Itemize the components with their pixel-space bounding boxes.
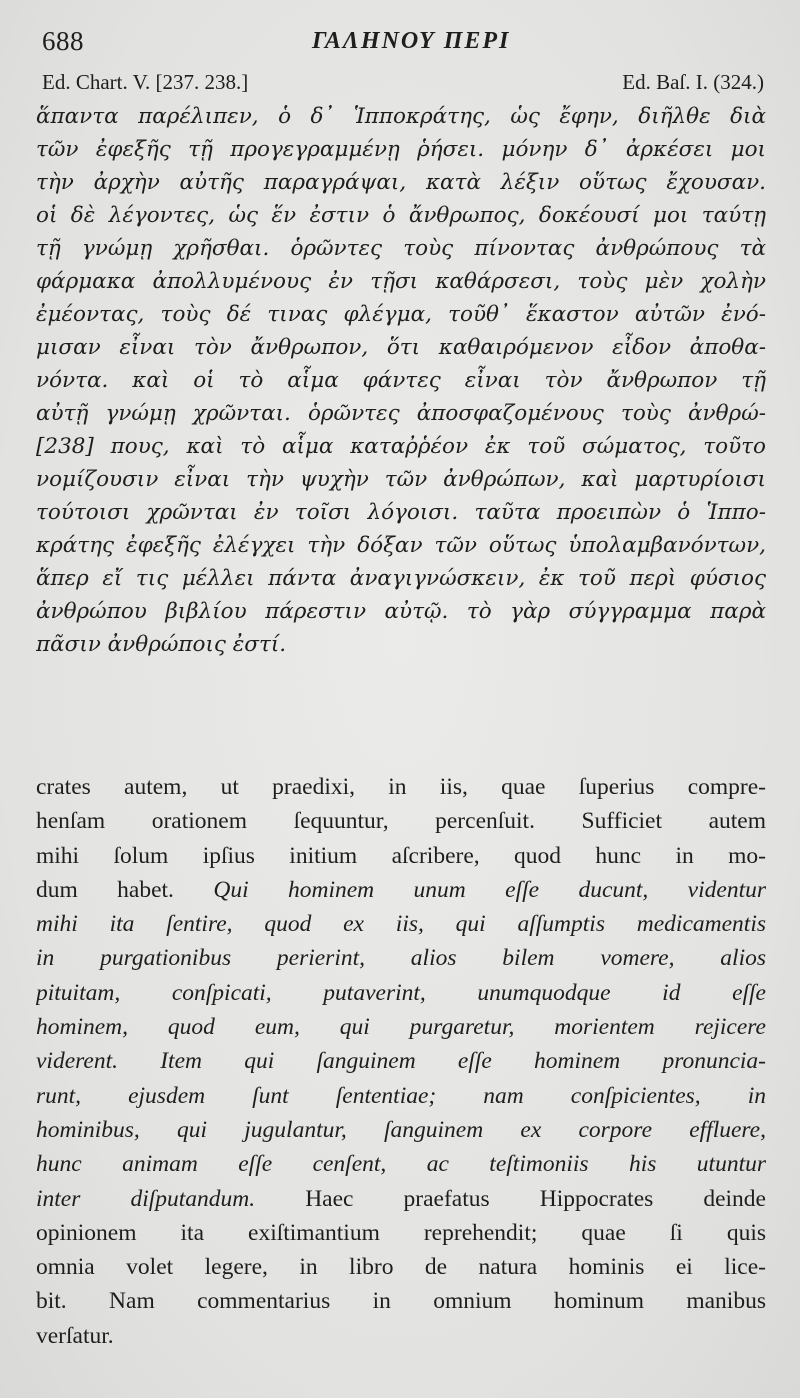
latin-quotation-segment: pituitam, conſpicati, putaverint, unumquodque id eſſe: [36, 979, 766, 1006]
latin-text-line: [36, 770, 766, 804]
latin-quotation-segment: hominem, quod eum, qui purgaretur, morientem rejicere: [36, 1014, 766, 1041]
latin-text-line: [36, 1182, 766, 1216]
greek-text-line: ἅπαντα παρέλιπεν, ὁ δ᾽ Ἱπποκράτης, ὡς ἔφην, διῆλθε διὰ: [36, 104, 766, 129]
greek-text-block: [36, 100, 766, 661]
latin-text-segment: dum habet.: [36, 876, 214, 903]
greek-text-line: [238] πους, καὶ τὸ αἷμα καταῤῥέον ἐκ τοῦ σώματος, τοῦτο: [36, 434, 766, 459]
greek-text-line: κράτης ἐφεξῆς ἐλέγχει τὴν δόξαν τῶν οὕτως ὑπολαμβανόντων,: [36, 533, 766, 558]
latin-text-segment: omnia volet legere, in libro de natura hominis ei lice-: [36, 1254, 766, 1281]
latin-text-line: [36, 1319, 766, 1353]
latin-text-line: [36, 1044, 766, 1078]
latin-quotation-segment: hominibus, qui jugulantur, ſanguinem ex corpore effluere,: [36, 1116, 766, 1143]
greek-text-line: νομίζουσιν εἶναι τὴν ψυχὴν τῶν ἀνθρώπων, καὶ μαρτυρίοισι: [36, 467, 766, 492]
latin-text-block: [36, 770, 766, 1353]
latin-text-segment: crates autem, ut praedixi, in iis, quae ſuperius compre-: [36, 774, 766, 800]
latin-text-segment: Haec praefatus Hippocrates deinde: [255, 1185, 766, 1212]
latin-quotation-segment: hunc animam eſſe cenſent, ac teſtimoniis his utuntur: [36, 1151, 766, 1178]
latin-text-line: [36, 1284, 766, 1318]
page-number: 688: [42, 26, 84, 56]
greek-text-line: τὴν ἀρχὴν αὐτῆς παραγράψαι, κατὰ λέξιν οὕτως ἔχουσαν.: [36, 170, 766, 195]
latin-text-line: [36, 804, 766, 838]
greek-text-line: τῶν ἐφεξῆς τῇ προγεγραμμένῃ ῥήσει. μόνην δ᾽ ἀρκέσει μοι: [36, 137, 766, 162]
latin-text-line: [36, 1079, 766, 1113]
greek-text-line: ἅπερ εἴ τις μέλλει πάντα ἀναγιγνώσκειν, ἐκ τοῦ περὶ φύσιος: [36, 566, 766, 591]
greek-text-line: πᾶσιν ἀνθρώποις ἐστί.: [36, 632, 287, 657]
greek-text-line: τῇ γνώμῃ χρῆσθαι. ὁρῶντες τοὺς πίνοντας ἀνθρώπους τὰ: [36, 236, 766, 261]
latin-text-line: [36, 1010, 766, 1044]
latin-text-segment: henſam orationem ſequuntur, percenſuit. Sufficiet autem: [36, 808, 766, 835]
edition-reference-chartier: Ed. Chart. V. [237. 238.]: [42, 70, 249, 94]
latin-text-segment: opinionem ita exiſtimantium reprehendit; quae ſi quis: [36, 1219, 766, 1246]
latin-quotation-segment: viderent. Item qui ſanguinem eſſe hominem pronuncia-: [36, 1048, 766, 1075]
latin-quotation-segment: runt, ejusdem ſunt ſententiae; nam conſpicientes, in: [36, 1082, 766, 1109]
latin-text-line: [36, 976, 766, 1010]
latin-text-line: [36, 839, 766, 873]
latin-quotation-segment: mihi ita ſentire, quod ex iis, qui aſſumptis medicamentis: [36, 911, 766, 938]
latin-text-line: [36, 907, 766, 941]
latin-text-line: [36, 941, 766, 975]
latin-quotation-segment: Qui hominem unum eſſe ducunt, videntur: [213, 876, 766, 903]
latin-quotation-segment: in purgationibus perierint, alios bilem vomere, alios: [36, 945, 766, 972]
greek-text-line: τούτοισι χρῶνται ἐν τοῖσι λόγοισι. ταῦτα προειπὼν ὁ Ἱππο-: [36, 500, 766, 525]
latin-text-line: [36, 1216, 766, 1250]
greek-text-line: ἐμέοντας, τοὺς δέ τινας φλέγμα, τοῦθ᾽ ἕκαστον αὐτῶν ἐνό-: [36, 302, 766, 327]
latin-text-segment: bit. Nam commentarius in omnium hominum manibus: [36, 1288, 766, 1315]
latin-quotation-segment: inter diſputandum.: [36, 1185, 256, 1212]
latin-text-line: [36, 873, 766, 907]
latin-text-line: [36, 1113, 766, 1147]
greek-text-line: μισαν εἶναι τὸν ἄνθρωπον, ὅτι καθαιρόμενον εἶδον ἀποθα-: [36, 335, 766, 360]
latin-text-line: [36, 1147, 766, 1181]
latin-text-segment: verſatur.: [36, 1322, 114, 1349]
greek-text-line: φάρμακα ἀπολλυμένους ἐν τῇσι καθάρσεσι, τοὺς μὲν χολὴν: [36, 269, 766, 294]
running-title: ΓΑΛΗΝΟΥ ΠΕΡΙ: [312, 28, 511, 54]
latin-text-segment: mihi ſolum ipſius initium aſcribere, quod hunc in mo-: [36, 842, 766, 869]
greek-text-line: αὐτῇ γνώμῃ χρῶνται. ὁρῶντες ἀποσφαζομένους τοὺς ἀνθρώ-: [36, 401, 766, 426]
greek-text-line: ἀνθρώπου βιβλίου πάρεστιν αὐτῷ. τὸ γὰρ σύγγραμμα παρὰ: [36, 599, 766, 624]
greek-text-line: νόντα. καὶ οἱ τὸ αἷμα φάντες εἶναι τὸν ἄνθρωπον τῇ: [36, 368, 766, 393]
edition-references: [42, 70, 764, 100]
edition-reference-basel: Ed. Baſ. I. (324.): [622, 70, 764, 94]
page-header: [42, 26, 764, 62]
latin-text-line: [36, 1250, 766, 1284]
greek-text-line: οἱ δὲ λέγοντες, ὡς ἕν ἐστιν ὁ ἄνθρωπος, δοκέουσί μοι ταύτῃ: [36, 203, 766, 228]
